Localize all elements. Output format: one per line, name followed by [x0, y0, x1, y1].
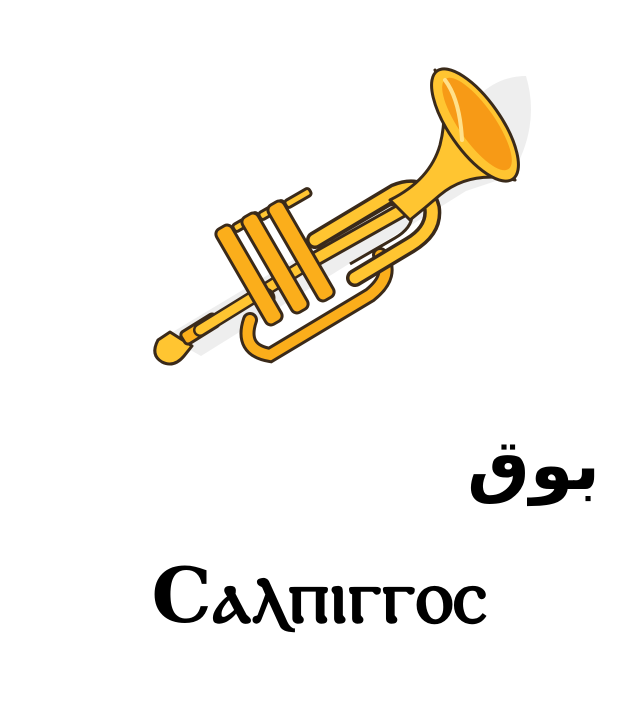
coptic-word: Cⲁⲗⲡⲓⲅⲅⲟⲥ: [151, 551, 488, 640]
trumpet-icon: [140, 50, 540, 380]
arabic-word: بوق: [467, 424, 600, 506]
